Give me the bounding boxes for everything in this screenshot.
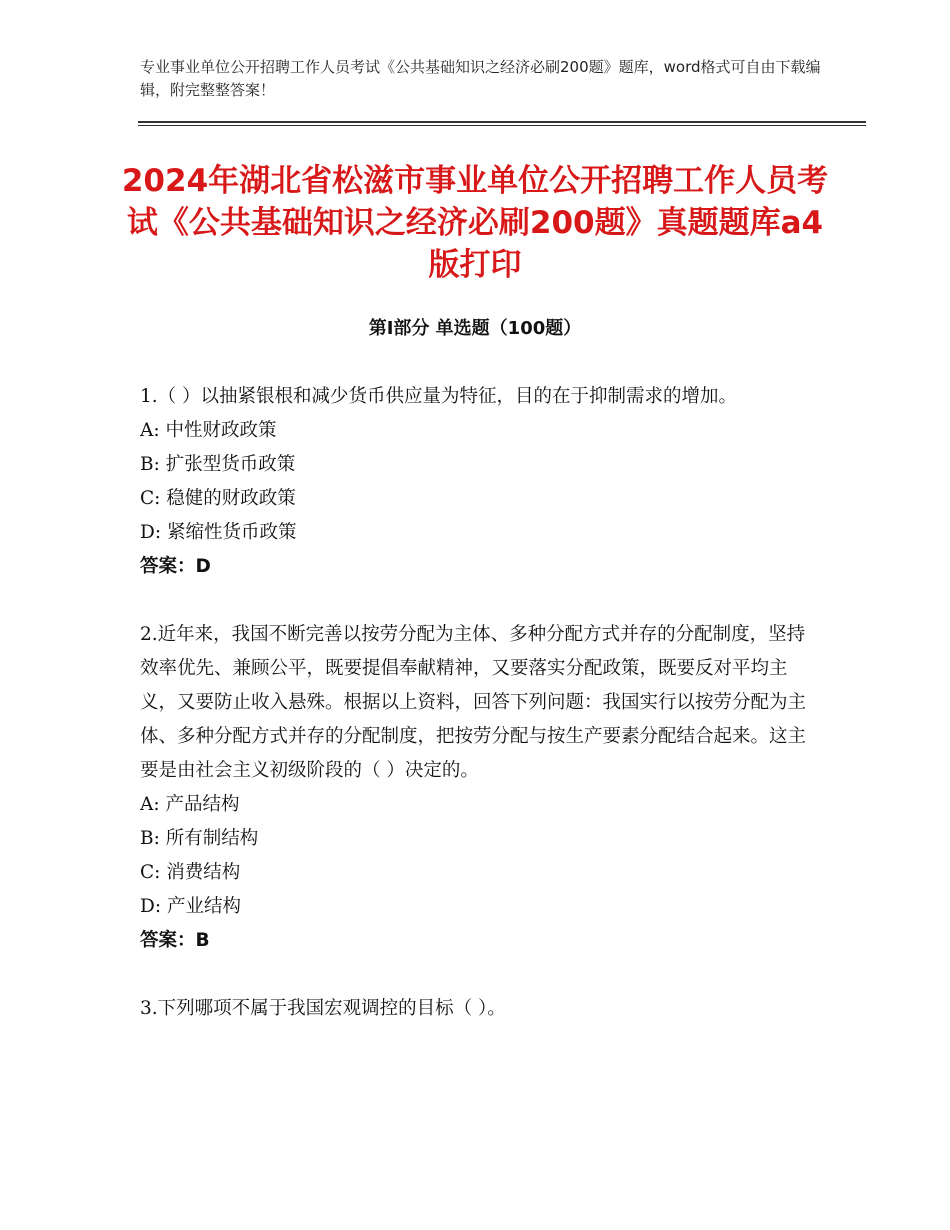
option-b: B: 扩张型货币政策 [140,454,296,475]
question-spacer [140,584,820,618]
question-1 [140,380,820,584]
document-title: 2024年湖北省松滋市事业单位公开招聘工作人员考试《公共基础知识之经济必刷200题》真题题库a4版打印 [121,163,829,283]
section-heading: 第Ⅰ部分 单选题（100题） [368,318,582,339]
option-b: B: 所有制结构 [140,828,259,849]
question-spacer [140,958,820,992]
option-c: C: 稳健的财政政策 [140,488,296,509]
question-2 [140,618,820,958]
option-a: A: 中性财政政策 [140,420,277,441]
header-divider-thick [138,121,866,123]
header-divider-thin [138,125,866,126]
answer: 答案：B [140,930,210,951]
question-stem: 3.下列哪项不属于我国宏观调控的目标（ ）。 [140,998,506,1019]
option-d: D: 产业结构 [140,896,241,917]
header-divider [138,121,866,126]
question-3 [140,992,820,1026]
option-c: C: 消费结构 [140,862,241,883]
question-stem: 2.近年来，我国不断完善以按劳分配为主体、多种分配方式并存的分配制度，坚持效率优先、兼顾公平，既要提倡奉献精神，又要落实分配政策，既要反对平均主义，又要防止收入悬殊。根据以上资料，回答下列问题：我国实行以按劳分配为主体、多种分配方式并存的分配制度，把按劳分配与按生产要素分配结合起来。这主要是由社会主义初级阶段的（ ）决定的。 [140,624,807,781]
header-note: 专业事业单位公开招聘工作人员考试《公共基础知识之经济必刷200题》题库，word格式可自由下载编辑，附完整整答案！ [140,58,821,99]
option-d: D: 紧缩性货币政策 [140,522,297,543]
question-list [140,380,820,1026]
answer: 答案：D [140,556,211,577]
question-stem: 1.（ ）以抽紧银根和减少货币供应量为特征，目的在于抑制需求的增加。 [140,386,738,407]
option-a: A: 产品结构 [140,794,240,815]
